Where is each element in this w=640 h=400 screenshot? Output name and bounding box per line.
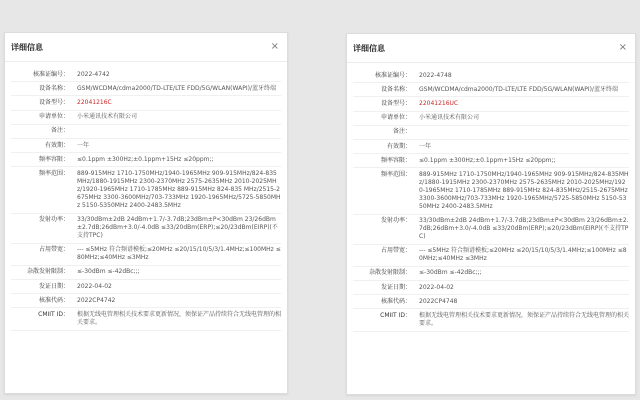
row-tx-power	[11, 214, 281, 244]
row-cmiit-id	[353, 309, 629, 331]
panel-header	[347, 34, 635, 63]
row-cert-number	[11, 68, 281, 82]
row-label: 设备名称：	[38, 84, 69, 92]
row-label: 频率范围：	[380, 170, 411, 178]
detail-panel-right	[346, 33, 636, 395]
row-value: 一年	[77, 141, 90, 149]
row-approval-code	[353, 295, 629, 309]
row-validity	[11, 139, 281, 153]
row-device-name	[11, 82, 281, 96]
row-value: 2022-04-02	[77, 282, 112, 290]
row-remarks	[11, 125, 281, 139]
panel-header	[5, 33, 287, 62]
row-label: 备注：	[392, 128, 411, 136]
row-freq-tolerance	[11, 153, 281, 167]
detail-panel-left	[4, 32, 288, 394]
row-spurious	[353, 267, 629, 281]
row-value: --- ≤5MHz 符合频谱模板;≤20MHz ≤20/15/10/5/3/1.4MHz;≤100MHz ≤80MHz;≤40MHz ≤3MHz	[419, 247, 627, 263]
row-value: 2022-4742	[77, 70, 110, 78]
row-device-name	[353, 83, 629, 97]
row-label: 核准代码：	[380, 297, 411, 305]
row-label: 有效期：	[386, 142, 411, 150]
row-label: 杂散发射限制：	[368, 269, 411, 277]
row-freq-range	[11, 167, 281, 213]
row-label: 设备名称：	[380, 85, 411, 93]
close-icon[interactable]: ×	[618, 42, 627, 53]
row-label: 频率容限：	[380, 156, 411, 164]
row-issue-date	[11, 280, 281, 294]
row-value: 根据无线电管理相关技术要求更新情况，须保证产品持续符合无线电管理的相关要求。	[419, 312, 630, 328]
row-label: 申请单位：	[38, 113, 69, 121]
panel-title: 详细信息	[353, 43, 385, 53]
row-value: 889-915MHz 1710-1750MHz/1940-1965MHz 909-915MHz/824-835MHz/1880-1915MHz 2300-2370MHz 2575-2635MHz 2010-2025MHz/1920-1965MHz 1710-1785MHz 889-915MHz 824-835MHz/2515-2675MHz 3300-3600MHz/703-733MHz 1920-1965MHz/5725-5850MHz 5150-5350MHz 2400-2483.5MHz	[419, 170, 629, 210]
row-value: 小米通讯技术有限公司	[419, 114, 480, 122]
row-label: 占用带宽：	[38, 246, 69, 254]
row-value: 889-915MHz 1710-1750MHz/1940-1965MHz 909-915MHz/824-835MHz/1880-1915MHz 2300-2370MHz 2575-2635MHz 2010-2025MHz/1920-1965MHz 1710-1785MHz 889-915MHz 824-835 MHz/2515-2675MHz 3300-3600MHz/703-733MHz 1920-1965MHz/5725-5850MHz 5150-5350MHz 2400-2483.5MHz	[77, 169, 281, 209]
row-label: 杂散发射限制：	[26, 268, 69, 276]
row-label: 发证日期：	[380, 283, 411, 291]
row-applicant	[353, 112, 629, 126]
row-label: 核准代码：	[38, 296, 69, 304]
row-label: 发射功率：	[38, 216, 69, 224]
row-freq-range	[353, 168, 629, 214]
row-bandwidth	[353, 245, 629, 267]
row-value: GSM/WCDMA/cdma2000/TD-LTE/LTE FDD/5G/WLAN(WAPI)/蓝牙终端	[419, 85, 618, 93]
row-value: 2022-04-02	[419, 283, 454, 291]
panel-title: 详细信息	[11, 42, 43, 52]
row-issue-date	[353, 281, 629, 295]
row-value: ≤-30dBm ≤-42dBc;;;	[419, 269, 482, 277]
row-value	[419, 128, 629, 136]
row-label: CMIIT ID：	[380, 312, 411, 320]
row-value: --- ≤5MHz 符合频谱模板;≤20MHz ≤20/15/10/5/3/1.4MHz;≤100MHz ≤80MHz;≤40MHz ≤3MHz	[77, 246, 281, 262]
row-value: ≤0.1ppm ±300Hz;±0.1ppm+15Hz ≤20ppm;;	[419, 156, 556, 164]
row-label: 频率容限：	[38, 155, 69, 163]
row-remarks	[353, 126, 629, 140]
row-value	[77, 127, 281, 135]
row-value: 33/30dBm±2dB 24dBm+1.7/-3.7dB;23dBm±P<30dBm 23/26dBm±2.7dB;26dBm+3.0/-4.0dB ≤33/20dBm(ERP);≤20/23dBm(EIRP)(不支持TPC)	[419, 217, 629, 241]
row-label: 申请单位：	[380, 114, 411, 122]
row-value: ≤0.1ppm ±300Hz;±0.1ppm+15Hz ≤20ppm;;	[77, 155, 214, 163]
row-device-model	[353, 97, 629, 111]
row-freq-tolerance	[353, 154, 629, 168]
row-value: 2022CP4748	[419, 297, 458, 305]
row-value: ≤-30dBm ≤-42dBc;;;	[77, 268, 140, 276]
row-value: 22041216UC	[419, 99, 459, 107]
row-label: 核准证编号：	[32, 70, 69, 78]
row-approval-code	[11, 294, 281, 308]
close-icon[interactable]: ×	[270, 41, 279, 52]
row-label: 设备型号：	[380, 99, 411, 107]
row-label: 发证日期：	[38, 282, 69, 290]
row-label: 设备型号：	[38, 98, 69, 106]
row-label: 备注：	[50, 127, 69, 135]
row-label: 频率范围：	[38, 169, 69, 177]
detail-rows	[5, 62, 287, 331]
row-value: 一年	[419, 142, 432, 150]
row-tx-power	[353, 215, 629, 245]
row-label: 占用带宽：	[380, 247, 411, 255]
detail-rows	[347, 63, 635, 332]
row-cert-number	[353, 69, 629, 83]
row-label: 核准证编号：	[374, 71, 411, 79]
row-value: 22041216C	[77, 98, 112, 106]
row-value: GSM/WCDMA/cdma2000/TD-LTE/LTE FDD/5G/WLAN(WAPI)/蓝牙终端	[77, 84, 276, 92]
row-cmiit-id	[11, 308, 281, 330]
row-spurious	[11, 266, 281, 280]
row-value: 2022-4748	[419, 71, 452, 79]
row-label: CMIIT ID：	[38, 311, 69, 319]
row-bandwidth	[11, 244, 281, 266]
row-value: 根据无线电管理相关技术要求更新情况，须保证产品持续符合无线电管理的相关要求。	[77, 311, 282, 327]
row-value: 小米通讯技术有限公司	[77, 113, 138, 121]
row-device-model	[11, 96, 281, 110]
row-validity	[353, 140, 629, 154]
row-label: 有效期：	[44, 141, 69, 149]
row-applicant	[11, 111, 281, 125]
row-value: 2022CP4742	[77, 296, 116, 304]
row-label: 发射功率：	[380, 217, 411, 225]
row-value: 33/30dBm±2dB 24dBm+1.7/-3.7dB;23dBm±P<30dBm 23/26dBm±2.7dB;26dBm+3.0/-4.0dB ≤33/20dBm(ERP);≤20/23dBm(EIRP)(不支持TPC)	[77, 216, 278, 240]
